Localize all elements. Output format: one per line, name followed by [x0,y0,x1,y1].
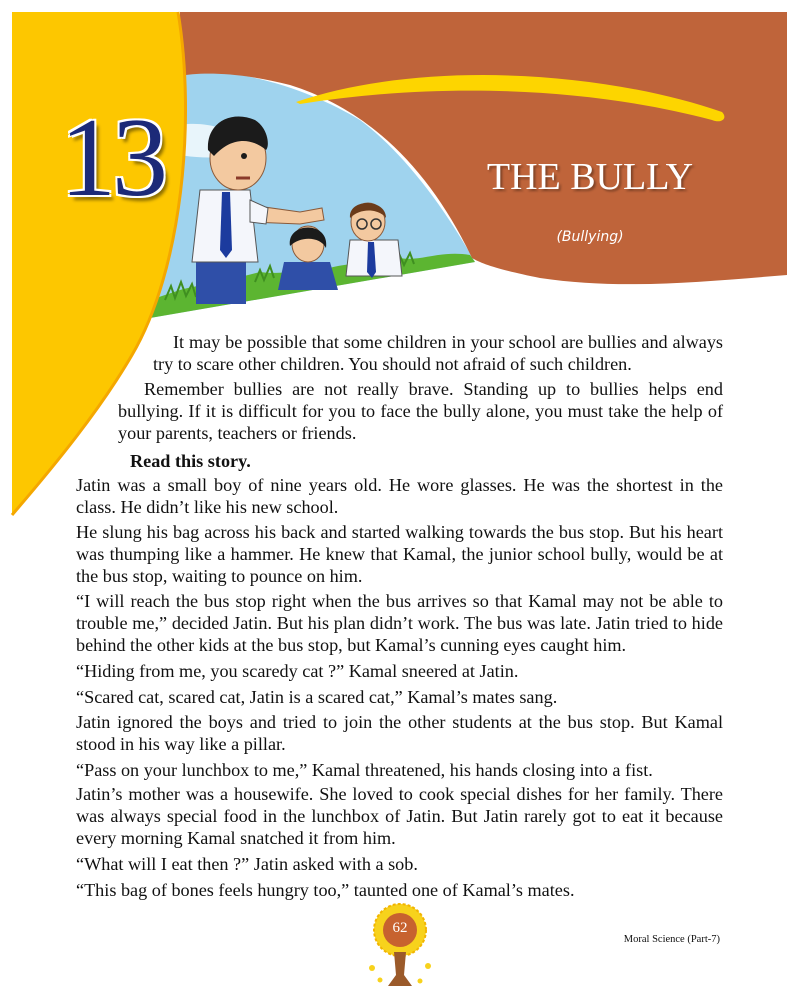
story-paragraph: Jatin was a small boy of nine years old. He wore glasses. He was the shortest in the class. He didn’t like his new school. [76,475,723,517]
story-heading: Read this story. [130,451,251,471]
tree-emblem-icon [369,904,431,986]
book-title: Moral Science (Part-7) [623,934,720,945]
story-paragraph: Jatin ignored the boys and tried to join the other students at the bus stop. But Kamal stood in his way like a pillar. [76,712,723,754]
story-paragraph: “I will reach the bus stop right when the bus arrives so that Kamal may not be able to trouble me,” decided Jatin. But his plan didn’t work. The bus was late. Jatin tried to hide behind the other kids at the bus stop, but Kamal’s cunning eyes caught him. [76,591,723,655]
story-paragraph: “Hiding from me, you scaredy cat ?” Kamal sneered at Jatin. [76,661,519,681]
chapter-title: THE BULLY [486,156,694,198]
story-paragraph: “Pass on your lunchbox to me,” Kamal threatened, his hands closing into a fist. [76,760,653,780]
story-paragraph: “This bag of bones feels hungry too,” taunted one of Kamal’s mates. [76,880,575,900]
story-paragraph: “Scared cat, scared cat, Jatin is a scared cat,” Kamal’s mates sang. [76,687,558,707]
story-paragraph: “What will I eat then ?” Jatin asked with a sob. [76,854,418,874]
chapter-number: 13 [60,96,164,220]
page-number: 62 [392,920,408,936]
story-paragraph: Jatin’s mother was a housewife. She loved to cook special dishes for her family. There was always special food in the lunchbox of Jatin. But Jatin rarely got to eat it because every morning Kamal snatched it from him. [76,784,723,848]
intro-paragraph: It may be possible that some children in your school are bullies and always try to scare other children. You should not afraid of such children. [153,332,723,374]
intro-paragraph: Remember bullies are not really brave. Standing up to bullies helps end bullying. If it is difficult for you to face the bully alone, you must take the help of your parents, teachers or friends. [118,379,723,443]
story-paragraph: He slung his bag across his back and started walking towards the bus stop. But his heart was thumping like a hammer. He knew that Kamal, the junior school bully, would be at the bus stop, waiting to pounce on him. [76,522,723,586]
chapter-subtitle: (Bullying) [556,229,624,245]
